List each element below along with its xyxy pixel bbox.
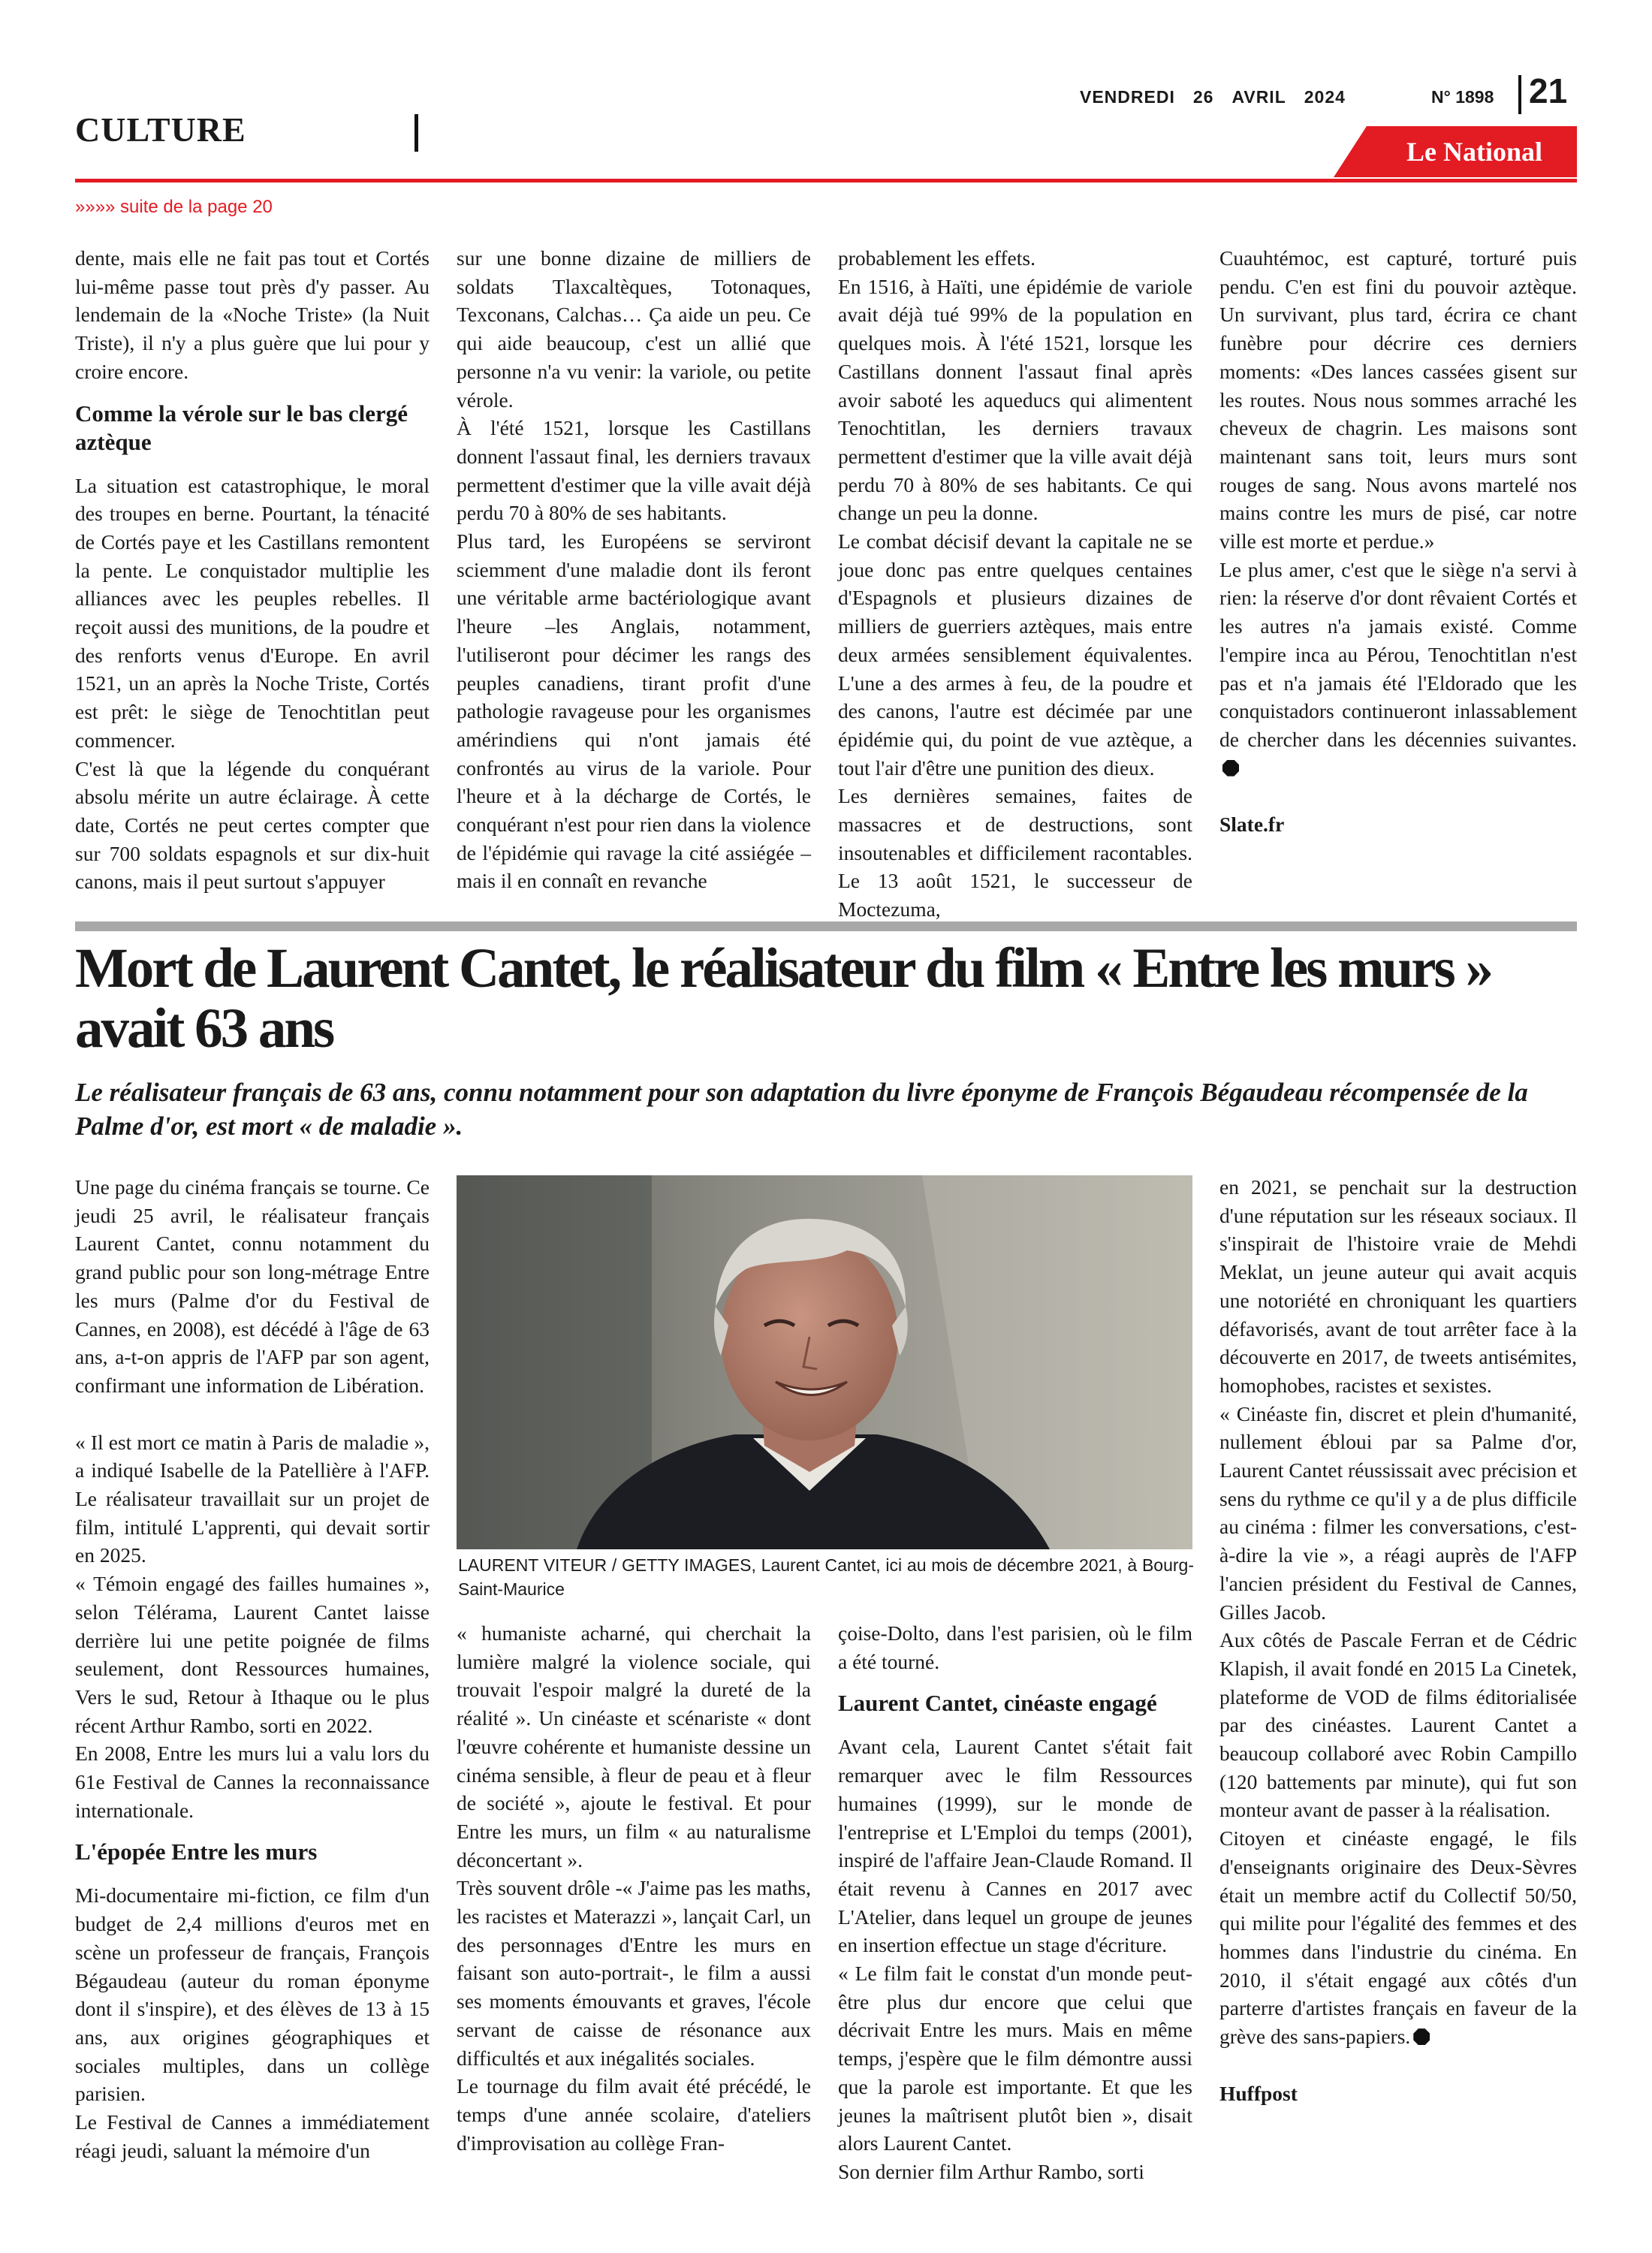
portrait-illustration [457, 1175, 1192, 1549]
top-article-column-2 [457, 244, 811, 895]
newspaper-name: Le National [1406, 137, 1542, 167]
paragraph-with-end-mark [1219, 556, 1577, 783]
paragraph: C'est là que la légende du conquérant absolu mérite un autre éclairage. À cette date, Cortés ne peut certes compter que sur 700 soldats espagnols et sur dix-huit canons, mais il peut surtout s'appuyer [75, 756, 430, 894]
dateline [1080, 87, 1364, 107]
main-article-column-3 [838, 1619, 1192, 2186]
article-divider [75, 921, 1577, 931]
paragraph: Très souvent drôle -« J'aime pas les maths, les racistes et Materazzi », lançait Carl, un des personnages d'Entre les murs en faisant son auto-portrait-, le film a aussi ses moments émouvants et graves, l'école servant de caisse de résonance aux difficultés et aux inégalités sociales. [457, 1876, 811, 2070]
paragraph: La situation est catastrophique, le moral des troupes en berne. Pourtant, la ténacité de Cortés paye et les Castillans remontent la pente. Le conquistador multiplie les alliances avec les peuples rebelles. Il reçoit aussi des munitions, de la poudre et des renforts venus d'Europe. En avril 1521, un an après la Noche Triste, Cortés est prêt: le siège de Tenochtitlan peut commencer. [75, 473, 430, 752]
section-title: CULTURE [75, 110, 246, 149]
paragraph: « humaniste acharné, qui cherchait la lumière malgré la violence sociale, qui trouvait l'espoir malgré la dureté de la réalité ». Un cinéaste et scénariste « dont l'œuvre cohérente et humaniste dessine un cinéma sensible, à fleur de peau et à fleur de société », ajoute le festival. Et pour Entre les murs, un film « au naturalisme déconcertant ». [457, 1621, 811, 1871]
paragraph: « Cinéaste fin, discret et plein d'humanité, nullement ébloui par sa Palme d'or, Laurent Cantet réussissait avec précision et sens du rythme ce qu'il y a de plus difficile au cinéma : filmer les conversations, c'est-à-dire la vie », a réagi auprès de l'AFP l'ancien président du Festival de Cannes, Gilles Jacob. [1219, 1401, 1577, 1624]
subheading: Laurent Cantet, cinéaste engagé [838, 1690, 1157, 1717]
photo-caption: LAURENT VITEUR / GETTY IMAGES, Laurent Cantet, ici au mois de décembre 2021, à Bourg-Saint-Maurice [458, 1555, 1194, 1599]
paragraph: çoise-Dolto, dans l'est parisien, où le film a été tourné. [838, 1621, 1192, 1673]
paragraph: « Le film fait le constat d'un monde peut-être plus dur encore que celui que décrivait Entre les murs. Mais en même temps, j'espère que le film démontre aussi que la parole est importante. Et que les jeunes la maîtrisent plutôt bien », disait alors Laurent Cantet. [838, 1962, 1192, 2155]
page-number: 21 [1529, 71, 1568, 110]
paragraph: « Il est mort ce matin à Paris de maladie », a indiqué Isabelle de la Patellière à l'AFP. Le réalisateur travaillait sur un projet de film, intitulé L'apprenti, qui devait sortir en 2025. [75, 1430, 430, 1567]
paragraph: probablement les effets. [838, 246, 1036, 270]
section-divider [415, 114, 418, 152]
top-article-column-4 [1219, 244, 1577, 839]
subheading: Comme la vérole sur le bas clergé aztèque [75, 400, 408, 455]
paragraph: Plus tard, les Européens se serviront sciemment d'une maladie dont ils feront une véritable arme bactériologique avant l'heure –les Anglais, notamment, l'utiliseront pour décimer les rangs des peuples canadiens, tirant profit d'une pathologie ravageuse pour les organismes amérindiens qui n'ont jamais été confrontés au virus de la variole. Pour l'heure et à la décharge de Cortés, le conquérant n'est pour rien dans la violence de l'épidémie qui ravage la cité assiégée –mais il en connaît en revanche [457, 529, 811, 893]
paragraph-with-end-mark [1219, 1824, 1577, 2051]
paragraph: Une page du cinéma français se tourne. Ce jeudi 25 avril, le réalisateur français Laurent Cantet, connu notamment du grand public pour son long-métrage Entre les murs (Palme d'or du Festival de Cannes, en 2008), est décédé à l'âge de 63 ans, a-t-on appris de l'AFP par son agent, confirmant une information de Libération. [75, 1175, 430, 1397]
top-article-column-1 [75, 244, 430, 896]
continued-from-note: »»»» suite de la page 20 [75, 197, 273, 217]
paragraph: Citoyen et cinéaste engagé, le fils d'enseignants originaire des Deux-Sèvres était un membre actif du Collectif 50/50, qui milite pour l'égalité des femmes et des hommes dans l'industrie du cinéma. En 2010, il s'était engagé aux côtés d'un parterre d'artistes français en faveur de la grève des sans-papiers. [1219, 1826, 1577, 2049]
main-article-column-2 [457, 1619, 811, 2157]
date-weekday: VENDREDI [1080, 87, 1175, 107]
paragraph: « Témoin engagé des failles humaines », selon Télérama, Laurent Cantet laisse derrière lui une petite poignée de films seulement, dont Ressources humaines, Vers le sud, Retour à Ithaque ou le plus récent Arthur Rambo, sorti en 2022. [75, 1572, 430, 1737]
end-of-article-icon [1222, 760, 1239, 777]
article-source: Slate.fr [1219, 813, 1285, 837]
paragraph: Aux côtés de Pascale Ferran et de Cédric Klapish, il avait fondé en 2015 La Cinetek, plateforme de VOD de films éditorialisée par des cinéastes. Laurent Cantet a beaucoup collaboré avec Robin Campillo (120 battements par minute), qui fut son monteur avant de passer à la réalisation. [1219, 1628, 1577, 1822]
paragraph: sur une bonne dizaine de milliers de soldats Tlaxcaltèques, Totonaques, Texconans, Calchas… Ça aide un peu. Ce qui aide beaucoup, c'est un allié que personne n'a vu venir: la variole, ou petite vérole. [457, 246, 811, 412]
paragraph: Le plus amer, c'est que le siège n'a servi à rien: la réserve d'or dont rêvaient Cortés et les autres n'a jamais existé. Comme l'empire inca au Pérou, Tenochtitlan n'est pas et n'a jamais été l'Eldorado que les conquistadors continueront inlassablement de chercher dans les décennies suivantes. [1219, 557, 1577, 751]
page-number-divider [1518, 75, 1521, 114]
main-article-column-4 [1219, 1173, 1577, 2108]
paragraph: En 2008, Entre les murs lui a valu lors du 61e Festival de Cannes la reconnaissance internationale. [75, 1742, 430, 1822]
article-source: Huffpost [1219, 2081, 1298, 2105]
header-rule [75, 179, 1577, 182]
subheading: L'épopée Entre les murs [75, 1838, 318, 1865]
main-article-column-1 [75, 1173, 430, 2165]
article-headline: Mort de Laurent Cantet, le réalisateur du film « Entre les murs » avait 63 ans [75, 937, 1491, 1060]
paragraph: Avant cela, Laurent Cantet s'était fait remarquer avec le film Ressources humaines (1999), sur le monde de l'entreprise et L'Emploi du temps (2001), inspiré de l'affaire Jean-Claude Romand. Il était revenu à Cannes en 2017 avec L'Atelier, dans lequel un groupe de jeunes en insertion effectue un stage d'écriture. [838, 1735, 1192, 1957]
top-article-column-3 [838, 244, 1192, 924]
paragraph: Le Festival de Cannes a immédiatement réagi jeudi, saluant la mémoire d'un [75, 2110, 430, 2162]
paragraph: En 1516, à Haïti, une épidémie de variole avait déjà tué 99% de la population en quelques mois. À l'été 1521, lorsque les Castillans donnent l'assaut final après avoir saboté les aqueducs qui alimentent Tenochtitlan, les derniers travaux permettent d'estimer que la ville avait déjà perdu 70 à 80% de ses habitants. Ce qui change un peu la donne. [838, 274, 1192, 525]
paragraph: Mi-documentaire mi-fiction, ce film d'un budget de 2,4 millions d'euros met en scène un professeur de français, François Bégaudeau (auteur du roman éponyme dont il s'inspire), et des élèves de 13 à 15 ans, aux origines géographiques et sociales multiples, dans un collège parisien. [75, 1884, 430, 2106]
paragraph: Les dernières semaines, faites de massacres et de destructions, sont insoutenables et difficilement racontables. Le 13 août 1521, le successeur de Moctezuma, [838, 784, 1192, 921]
paragraph: À l'été 1521, lorsque les Castillans donnent l'assaut final, les derniers travaux permettent d'estimer que la ville avait déjà perdu 70 à 80% de ses habitants. [457, 416, 811, 525]
date-month: AVRIL [1231, 87, 1286, 107]
paragraph: Le combat décisif devant la capitale ne se joue donc pas entre quelques centaines d'Espagnols et plusieurs dizaines de milliers de guerriers aztèques, mais entre deux armées sensiblement équivalentes. L'une a des armes à feu, de la poudre et des canons, l'autre est décimée par une épidémie qui, du point de vue aztèque, a tout l'air d'être une punition des dieux. [838, 529, 1192, 780]
end-of-article-icon [1413, 2028, 1430, 2045]
paragraph: Cuauhtémoc, est capturé, torturé puis pendu. C'en est fini du pouvoir aztèque. Un survivant, plus tard, écrira ce chant funèbre pour décrire ces derniers moments: «Des lances cassées gisent sur les routes. Nous nous sommes arraché les cheveux de chagrin. Les maisons sont maintenant sans toit, leurs murs sont rouges de sang. Nous avons martelé nos mains contre les murs de pisé, car notre ville est morte et perdue.» [1219, 246, 1577, 553]
paragraph: Le tournage du film avait été précédé, le temps d'une année scolaire, d'ateliers d'improvisation au collège Fran- [457, 2074, 811, 2155]
paragraph: dente, mais elle ne fait pas tout et Cortés lui-même passe tout près d'y passer. Au lendemain de la «Noche Triste» (la Nuit Triste), il n'y a plus guère que lui pour y croire encore. [75, 246, 430, 383]
date-day: 26 [1192, 87, 1214, 107]
issue-number: N° 1898 [1431, 87, 1494, 107]
portrait-photo [457, 1175, 1192, 1549]
date-year: 2024 [1304, 87, 1346, 107]
article-standfirst: Le réalisateur français de 63 ans, connu notamment pour son adaptation du livre éponyme de François Bégaudeau récompensée de la Palme d'or, est mort « de maladie ». [75, 1078, 1528, 1141]
paragraph: Son dernier film Arthur Rambo, sorti [838, 2159, 1144, 2183]
paragraph: en 2021, se penchait sur la destruction d'une réputation sur les réseaux sociaux. Il s'inspirait de l'histoire vraie de Mehdi Meklat, un jeune auteur qui avait acquis une notoriété en chroniquant les quartiers défavorisés, avant de tout arrêter face à la découverte en 2017, de tweets antisémites, homophobes, racistes et sexistes. [1219, 1175, 1577, 1397]
